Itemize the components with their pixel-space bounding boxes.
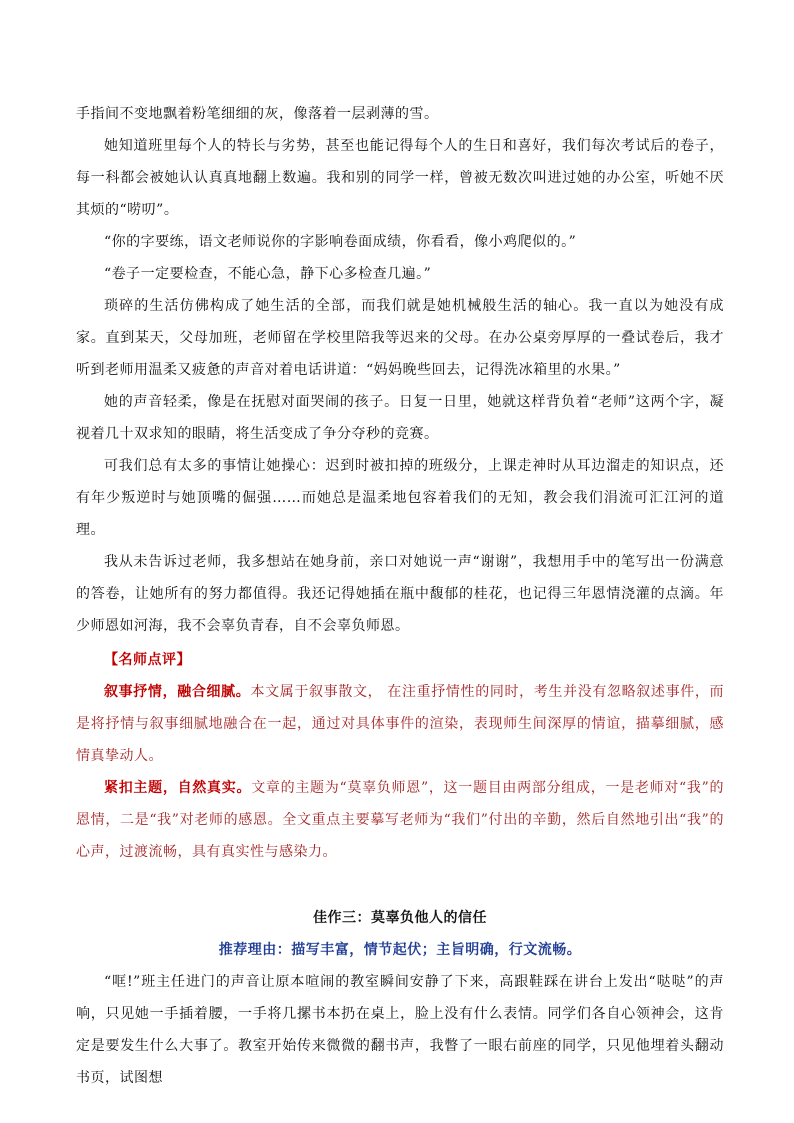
paragraph: 她的声音轻柔，像是在抚慰对面哭闹的孩子。日复一日里，她就这样背负着“老师”这两个字，凝视着几十双求知的眼睛，将生活变成了争分夺秒的竞赛。 — [76, 394, 724, 442]
document-content — [76, 98, 724, 1094]
review-item — [76, 676, 724, 772]
paragraph: 可我们总有太多的事情让她操心：迟到时被扣掉的班级分，上课走神时从耳边溜走的知识点，还有年少叛逆时与她顶嘴的倔强……而她总是温柔地包容着我们的无知，教会我们涓流可汇江河的道理。 — [76, 458, 724, 538]
review-label: 【名师点评】 — [104, 652, 191, 668]
paragraph: 她知道班里每个人的特长与劣势，甚至也能记得每个人的生日和喜好，我们每次考试后的卷子，每一科都会被她认认真真地翻上数遍。我和别的同学一样，曾被无数次叫进过她的办公室，听她不厌其烦的“唠叨”。 — [76, 138, 724, 218]
review-item-text: 文章的主题为“莫辜负师恩”，这一题目由两部分组成，一是老师对“我”的恩情，二是“我”对老师的感恩。全文重点主要摹写老师为“我们”付出的辛勤，然后自然地引出“我”的心声，过渡流畅，具有真实性与感染力。 — [76, 780, 724, 860]
essay-heading: 佳作三：莫辜负他人的信任 — [313, 910, 487, 926]
dialogue-paragraph: “你的字要练，语文老师说你的字影响卷面成绩，你看看，像小鸡爬似的。” — [104, 234, 577, 250]
paragraph-continuation: 手指间不变地飘着粉笔细细的灰，像落着一层剥薄的雪。 — [76, 106, 439, 122]
paragraph: 我从未告诉过老师，我多想站在她身前，亲口对她说一声“谢谢”，我想用手中的笔写出一份满意的答卷，让她所有的努力都值得。我还记得她插在瓶中馥郁的桂花，也记得三年恩情浇灌的点滴。年少师恩如河海，我不会辜负青春，自不会辜负师恩。 — [76, 554, 724, 634]
review-item — [76, 772, 724, 868]
recommendation-reason: 推荐理由：描写丰富，情节起伏；主旨明确，行文流畅。 — [218, 942, 582, 958]
dialogue-paragraph: “卷子一定要检查，不能心急，静下心多检查几遍。” — [104, 266, 432, 282]
review-item-lead: 紧扣主题，自然真实。 — [104, 780, 252, 796]
review-item-text: 本文属于叙事散文， 在注重抒情性的同时，考生并没有忽略叙述事件，而是将抒情与叙事细腻地融合在一起，通过对具体事件的渲染，表现师生间深厚的情谊，描摹细腻，感情真挚动人。 — [76, 684, 725, 764]
essay-paragraph: “哐!”班主任进门的声音让原本喧闹的教室瞬间安静了下来，高跟鞋踩在讲台上发出“哒哒”的声响，只见她一手插着腰，一手将几摞书本扔在桌上，脸上没有什么表情。同学们各自心领神会，这肯定是要发生什么大事了。教室开始传来微微的翻书声，我瞥了一眼右前座的同学，只见他埋着头翻动书页，试图想 — [76, 974, 724, 1086]
review-item-lead: 叙事抒情，融合细腻。 — [104, 684, 251, 700]
paragraph: 琐碎的生活仿佛构成了她生活的全部，而我们就是她机械般生活的轴心。我一直以为她没有成家。直到某天，父母加班，老师留在学校里陪我等迟来的父母。在办公桌旁厚厚的一叠试卷后，我才听到老师用温柔又疲惫的声音对着电话讲道：“妈妈晚些回去，记得洗冰箱里的水果。” — [76, 298, 724, 378]
